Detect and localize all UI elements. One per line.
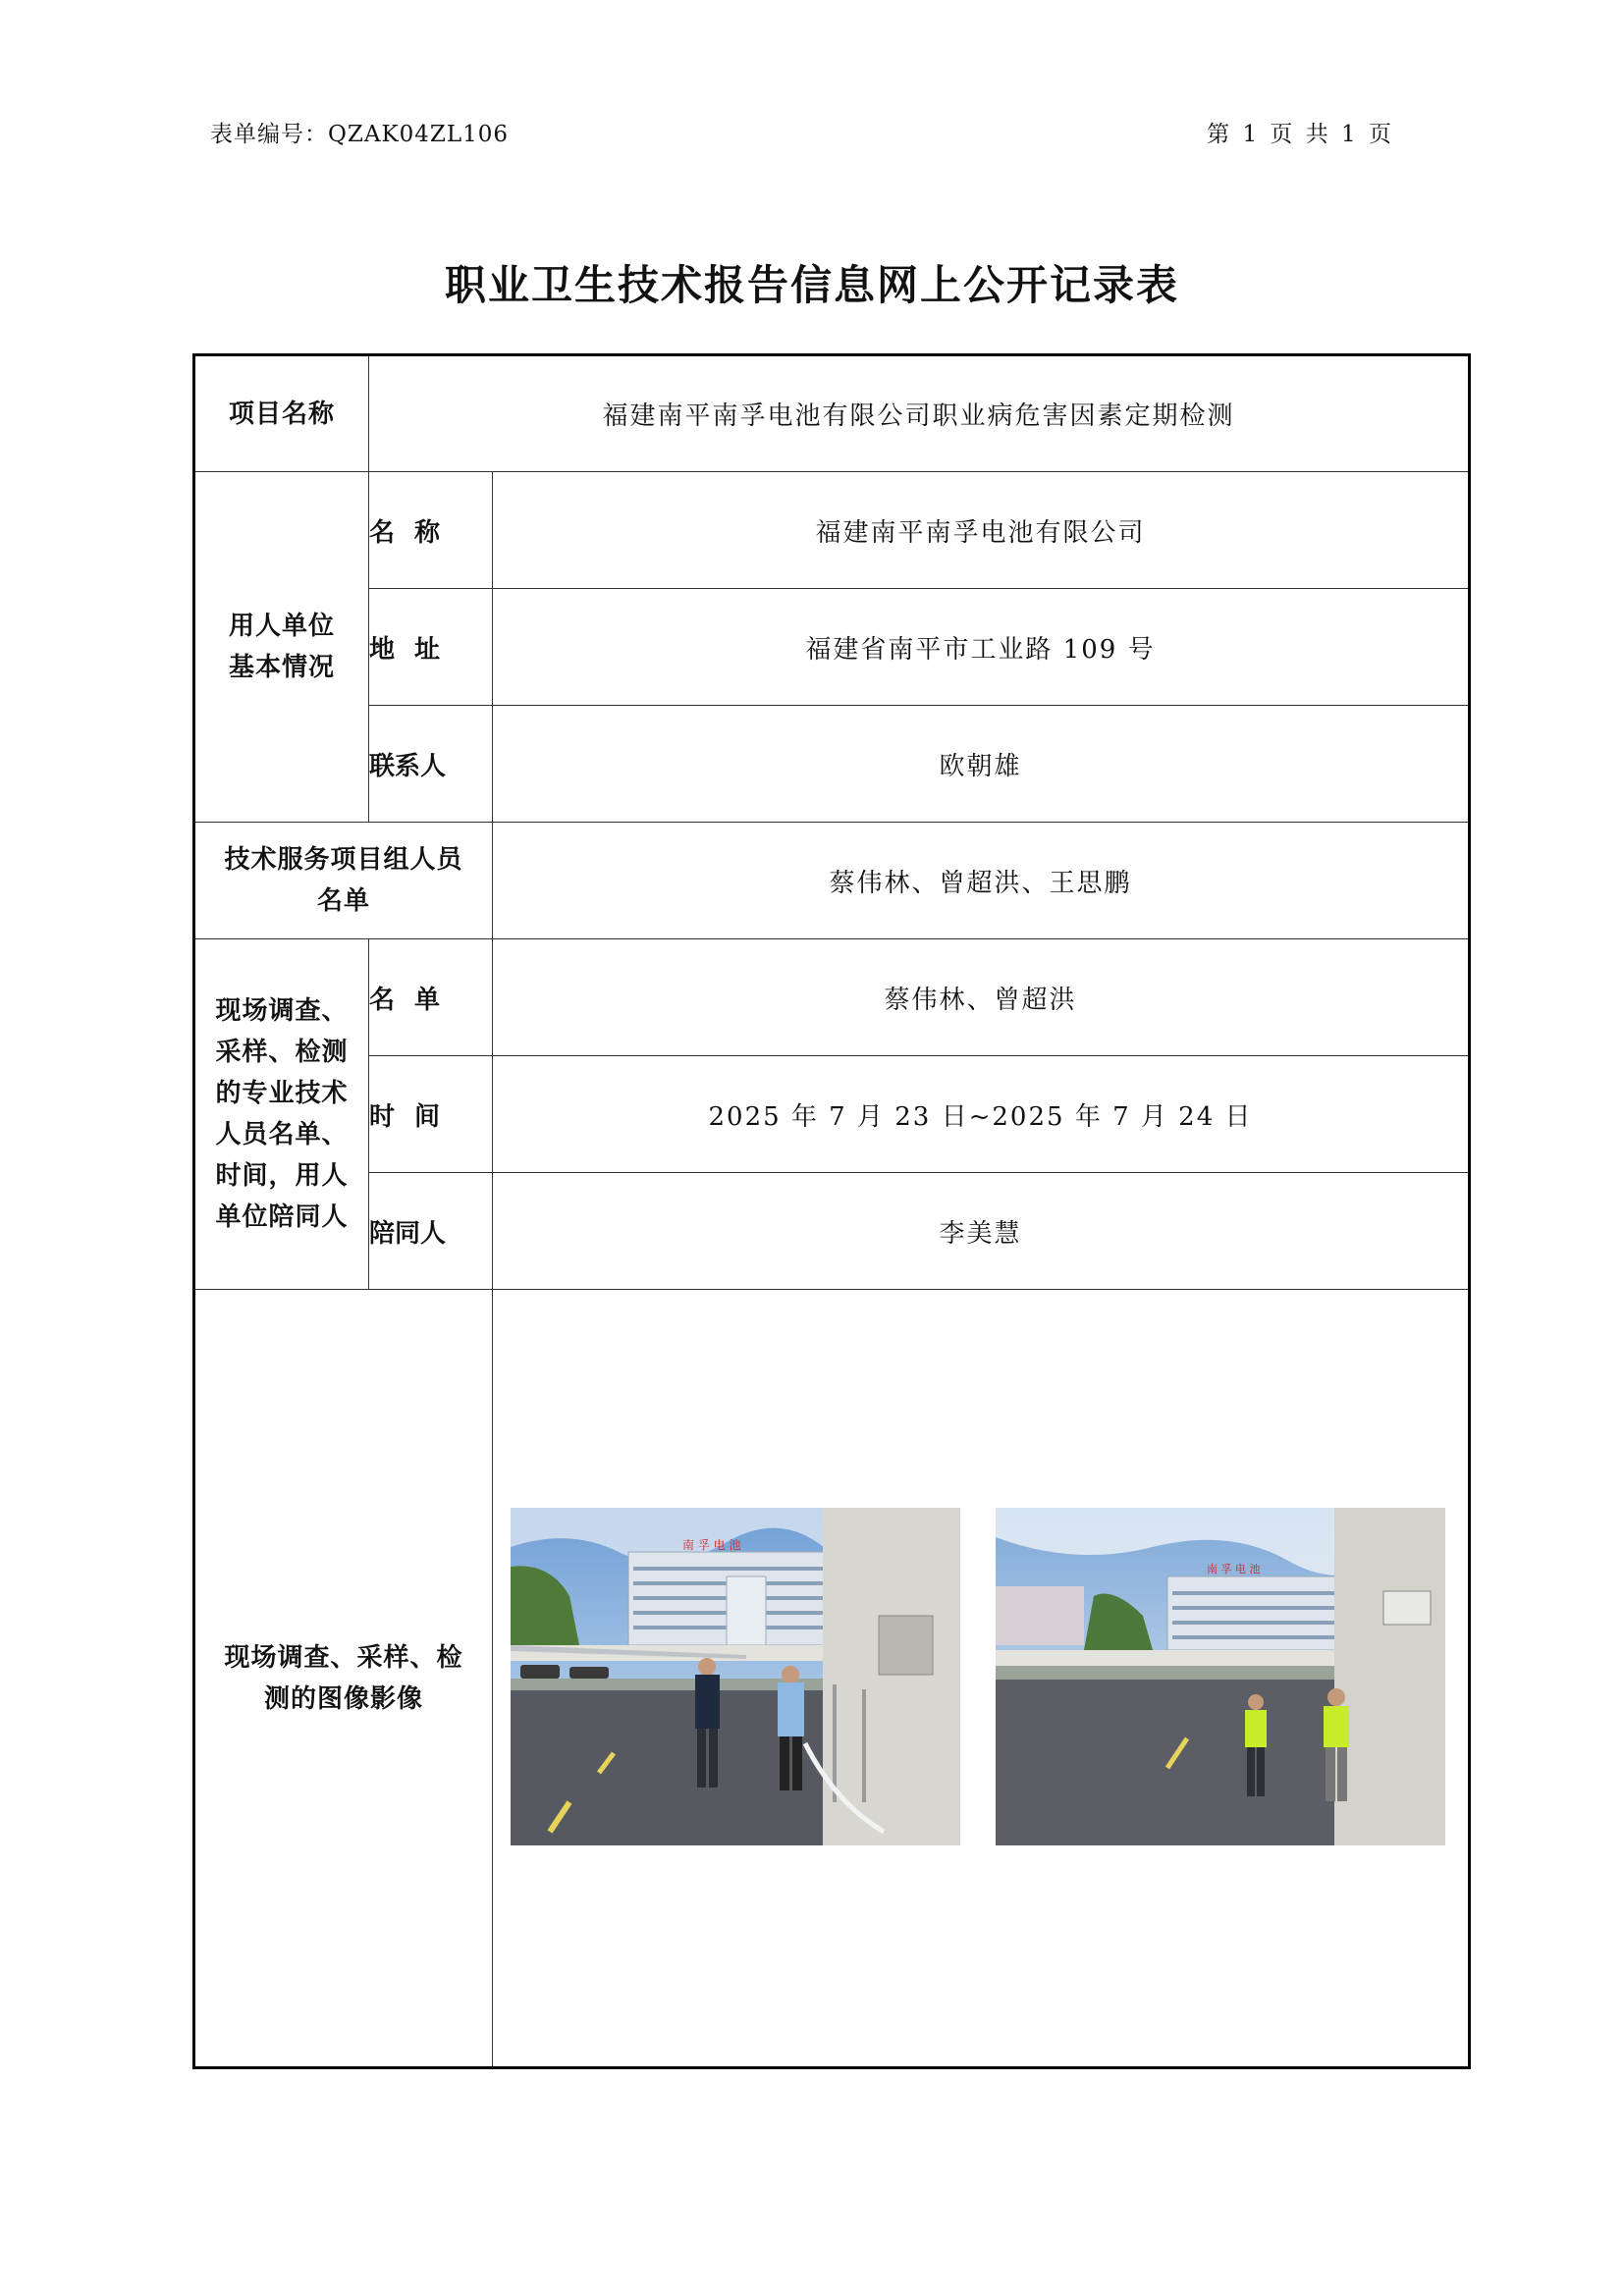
row-survey-names — [194, 939, 1470, 1056]
site-photo-2-image — [996, 1508, 1445, 1845]
employer-label-line1: 用人单位 — [228, 612, 335, 641]
site-photo-1 — [511, 1508, 960, 1845]
employer-label — [194, 472, 369, 823]
site-photo-2-sign: 南 孚 电 池 — [1207, 1563, 1261, 1575]
time-label: 时间 — [369, 1056, 493, 1173]
address-label: 地址 — [369, 589, 493, 706]
document-title: 职业卫生技术报告信息网上公开记录表 — [444, 261, 1179, 309]
record-table — [192, 353, 1471, 2069]
survey-label: 现场调查、 采样、检测 的专业技术 人员名单、 时间，用人 单位陪同人 — [194, 939, 369, 1290]
address-value: 福建省南平市工业路 109 号 — [493, 589, 1470, 706]
project-value: 福建南平南孚电池有限公司职业病危害因素定期检测 — [369, 355, 1470, 472]
escort-label: 陪同人 — [369, 1173, 493, 1290]
name-value: 福建南平南孚电池有限公司 — [493, 472, 1470, 589]
team-label: 技术服务项目组人员 名单 — [194, 823, 493, 939]
page-indicator: 第 1 页 共 1 页 — [1207, 122, 1392, 147]
names-label: 名单 — [369, 939, 493, 1056]
contact-value: 欧朝雄 — [493, 706, 1470, 823]
site-photo-1-sign: 南 孚 电 池 — [682, 1538, 741, 1552]
escort-value: 李美慧 — [493, 1173, 1470, 1290]
row-survey-escort — [194, 1173, 1470, 1290]
row-employer-name — [194, 472, 1470, 589]
images-label: 现场调查、采样、检 测的图像影像 — [194, 1290, 493, 2068]
employer-label-line2: 基本情况 — [228, 653, 335, 682]
site-photo-1-image — [511, 1508, 960, 1845]
project-label: 项目名称 — [194, 355, 369, 472]
photo-gallery — [493, 1290, 1468, 2066]
row-team — [194, 823, 1470, 939]
images-cell — [493, 1290, 1470, 2068]
names-value: 蔡伟林、曾超洪 — [493, 939, 1470, 1056]
team-value: 蔡伟林、曾超洪、王思鹏 — [493, 823, 1470, 939]
site-photo-2 — [996, 1508, 1445, 1845]
time-value: 2025 年 7 月 23 日~2025 年 7 月 24 日 — [493, 1056, 1470, 1173]
name-label: 名称 — [369, 472, 493, 589]
row-employer-address — [194, 589, 1470, 706]
row-images — [194, 1290, 1470, 2068]
contact-label: 联系人 — [369, 706, 493, 823]
form-number: 表单编号：QZAK04ZL106 — [210, 122, 510, 147]
row-employer-contact — [194, 706, 1470, 823]
row-project — [194, 355, 1470, 472]
row-survey-time — [194, 1056, 1470, 1173]
